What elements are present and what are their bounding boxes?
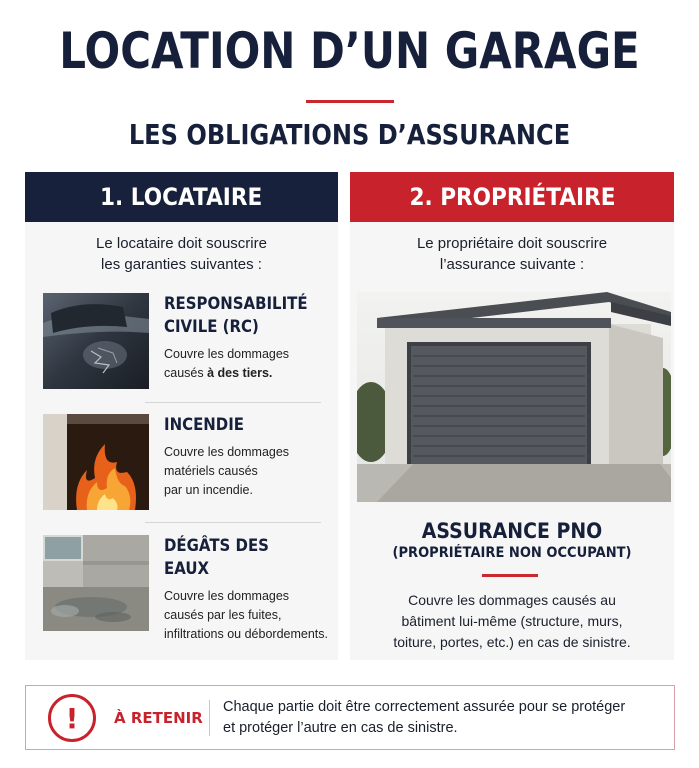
locataire-panel — [25, 172, 338, 660]
callout-divider — [209, 700, 210, 736]
pno-title: ASSURANCE PNO — [421, 519, 603, 543]
item-separator — [145, 402, 321, 403]
retenir-label: À RETENIR — [114, 709, 203, 727]
page-subtitle: LES OBLIGATIONS D’ASSURANCE — [128, 118, 571, 151]
locataire-heading: 1. LOCATAIRE — [100, 183, 263, 211]
retenir-callout — [25, 685, 675, 750]
retenir-text: Chaque partie doit être correctement assurée pour se protéger et protéger l’autre en cas de sinistre. — [223, 699, 626, 736]
exclamation-icon: ! — [48, 694, 96, 742]
proprietaire-panel — [350, 172, 674, 660]
damaged-car-photo — [43, 293, 149, 389]
item-title: INCENDIE — [164, 415, 245, 435]
item-description-lead: Couvre les dommages causés — [164, 347, 290, 380]
page-title: LOCATION D’UN GARAGE — [59, 22, 640, 80]
pno-divider — [482, 574, 538, 577]
item-description: Couvre les dommages causés par les fuites, infiltrations ou débordements. — [164, 589, 328, 641]
fire-photo — [43, 414, 149, 510]
locataire-header — [25, 172, 338, 222]
item-description: Couvre les dommages matériels causés par un incendie. — [164, 445, 290, 497]
item-description-bold: à des tiers. — [207, 366, 273, 380]
proprietaire-header — [350, 172, 674, 222]
proprietaire-heading: 2. PROPRIÉTAIRE — [408, 183, 616, 211]
item-separator — [145, 522, 321, 523]
water-damage-photo — [43, 535, 149, 631]
locataire-intro: Le locataire doit souscrire les garanties suivantes : — [96, 235, 267, 273]
item-title: RESPONSABILITÉ CIVILE (RC) — [164, 294, 308, 337]
item-title: DÉGÂTS DES EAUX — [164, 536, 269, 579]
proprietaire-intro: Le propriétaire doit souscrire l’assurance suivante : — [416, 235, 608, 273]
pno-subtitle: (PROPRIÉTAIRE NON OCCUPANT) — [392, 545, 632, 561]
item-description — [164, 345, 339, 383]
title-divider — [306, 100, 394, 103]
pno-description: Couvre les dommages causés au bâtiment lui-même (structure, murs, toiture, portes, etc.) en cas de sinistre. — [393, 592, 631, 650]
garage-photo — [357, 292, 671, 502]
